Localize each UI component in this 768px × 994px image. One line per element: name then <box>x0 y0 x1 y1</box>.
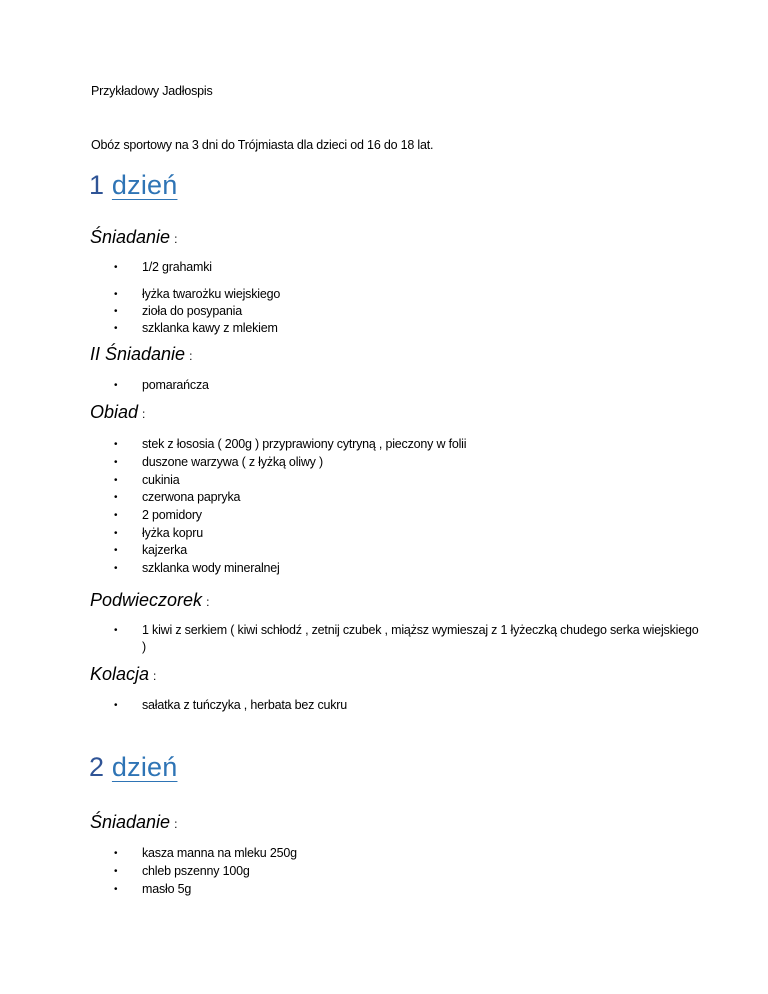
section-heading-dinner <box>90 664 156 685</box>
section-label: Śniadanie <box>90 227 171 247</box>
section-heading-second-breakfast <box>90 344 192 365</box>
section-heading-afternoon-snack <box>90 590 209 611</box>
bullet-icon: • <box>114 457 118 468</box>
list-item-text: duszone warzywa ( z łyżką oliwy ) <box>142 455 323 469</box>
section-label: II Śniadanie <box>90 344 186 364</box>
bullet-icon: • <box>114 380 118 391</box>
section-label: Śniadanie <box>90 812 171 832</box>
bullet-icon: • <box>114 262 118 273</box>
list-item-text: zioła do posypania <box>142 304 242 318</box>
list-item-text: masło 5g <box>142 882 192 896</box>
section-colon: : <box>189 349 193 363</box>
list-item-text: cukinia <box>142 473 180 487</box>
section-label: Podwieczorek <box>90 590 203 610</box>
section-colon: : <box>153 669 157 683</box>
bullet-icon: • <box>114 700 118 711</box>
bullet-icon: • <box>114 306 118 317</box>
list-item-text: 1 kiwi z serkiem ( kiwi schłodź , zetnij czubek , miąższ wymieszaj z 1 łyżeczką chudego serka wiejskiego ) <box>142 623 699 654</box>
bullet-icon: • <box>114 625 118 636</box>
list-item-text: stek z łososia ( 200g ) przyprawiony cytryną , pieczony w folii <box>142 437 467 451</box>
document-title: Przykładowy Jadłospis <box>91 84 213 98</box>
section-colon: : <box>206 595 210 609</box>
list-item-text: szklanka wody mineralnej <box>142 561 280 575</box>
day-2-number: 2 <box>89 752 105 782</box>
list-item-text: pomarańcza <box>142 378 209 392</box>
list-item-text: 2 pomidory <box>142 508 202 522</box>
day-2-word[interactable]: dzień <box>111 752 178 782</box>
bullet-icon: • <box>114 439 118 450</box>
day-1-number: 1 <box>89 170 105 200</box>
bullet-icon: • <box>114 848 118 859</box>
list-item-text: chleb pszenny 100g <box>142 864 250 878</box>
bullet-icon: • <box>114 528 118 539</box>
list-item-text: łyżka kopru <box>142 526 204 540</box>
section-colon: : <box>174 232 178 246</box>
list-item-text: czerwona papryka <box>142 490 241 504</box>
bullet-icon: • <box>114 563 118 574</box>
document-subtitle: Obóz sportowy na 3 dni do Trójmiasta dla dzieci od 16 do 18 lat. <box>91 138 434 152</box>
day-2-heading <box>89 752 177 783</box>
bullet-icon: • <box>114 475 118 486</box>
list-item-text: łyżka twarożku wiejskiego <box>142 287 281 301</box>
bullet-icon: • <box>114 323 118 334</box>
section-label: Obiad <box>90 402 139 422</box>
section-colon: : <box>142 407 146 421</box>
list-item-text: szklanka kawy z mlekiem <box>142 321 278 335</box>
list-item-text: 1/2 grahamki <box>142 260 212 274</box>
bullet-icon: • <box>114 884 118 895</box>
bullet-icon: • <box>114 492 118 503</box>
bullet-icon: • <box>114 289 118 300</box>
section-heading-breakfast <box>90 812 177 833</box>
section-heading-lunch <box>90 402 145 423</box>
section-colon: : <box>174 817 178 831</box>
list-item-text: kasza manna na mleku 250g <box>142 846 297 860</box>
section-heading-breakfast <box>90 227 177 248</box>
bullet-icon: • <box>114 866 118 877</box>
list-item-text: sałatka z tuńczyka , herbata bez cukru <box>142 698 348 712</box>
section-label: Kolacja <box>90 664 150 684</box>
day-1-word[interactable]: dzień <box>111 170 178 200</box>
bullet-icon: • <box>114 510 118 521</box>
list-item-text: kajzerka <box>142 543 187 557</box>
day-1-heading <box>89 170 177 201</box>
bullet-icon: • <box>114 545 118 556</box>
